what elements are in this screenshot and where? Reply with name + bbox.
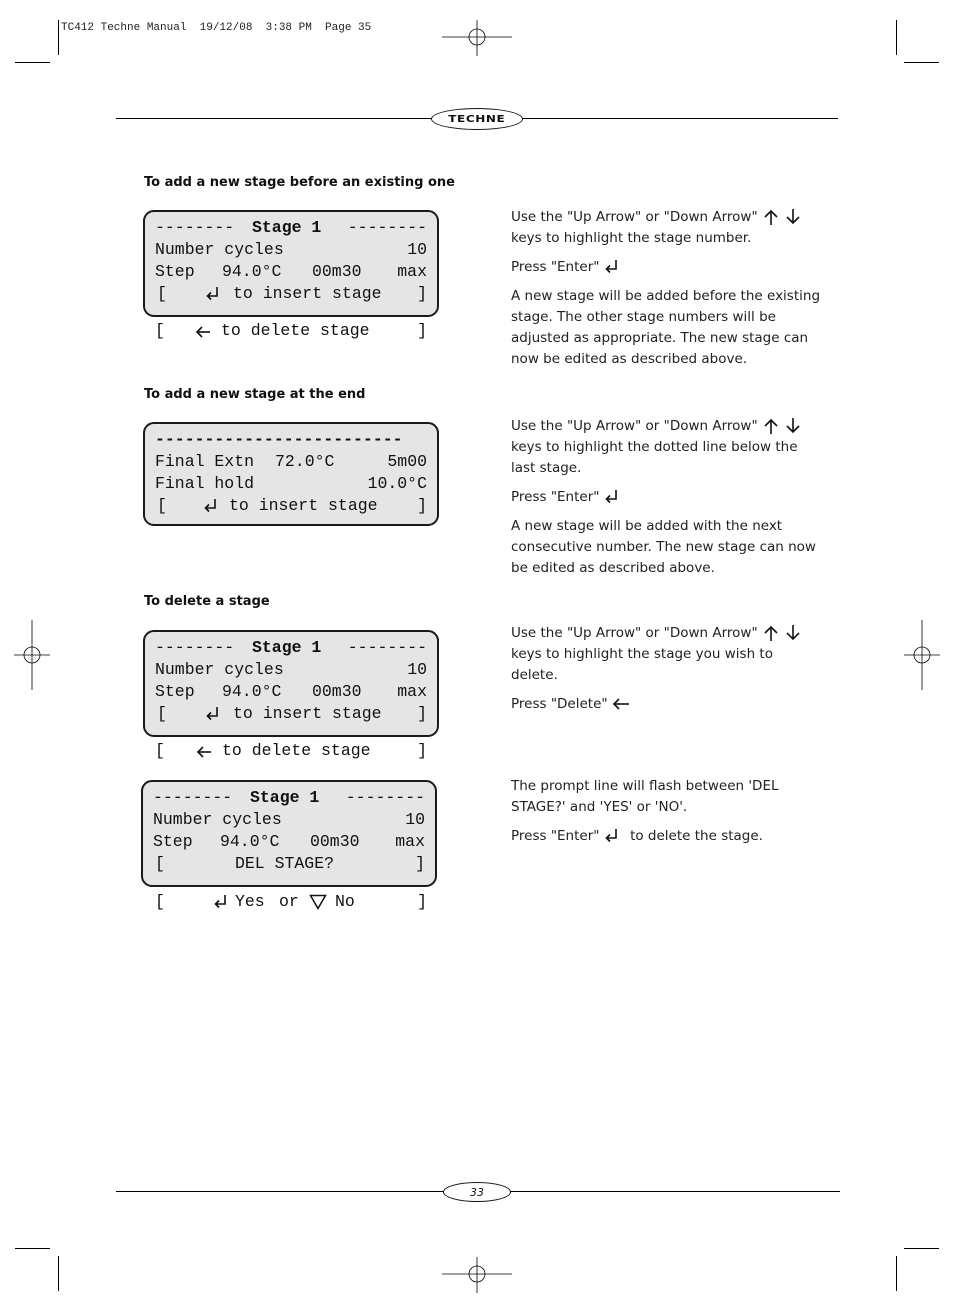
bracket: [ (157, 704, 167, 723)
techne-logo (431, 108, 523, 130)
up-arrow-icon (762, 208, 780, 226)
lcd-display (143, 210, 439, 317)
lcd-prompt-line (153, 853, 425, 875)
enter-icon (205, 706, 221, 729)
lcd-display (143, 422, 439, 526)
dashes: -------- (347, 638, 427, 657)
lcd-cycles-line (153, 809, 425, 831)
step-time: 00m30 (312, 682, 362, 701)
lcd-dotted-line (155, 429, 427, 451)
instruction-paragraph: A new stage will be added before the existing stage. The other stage numbers will be adjusted as appropriate. The new stage can now be edited as described above. (511, 288, 821, 367)
instruction-text: Press "Enter" (511, 259, 600, 275)
enter-icon (604, 489, 620, 505)
dashes: -------- (347, 218, 427, 237)
logo-text: TECHNE (448, 113, 506, 125)
section-heading: To add a new stage at the end (144, 387, 366, 402)
bracket: [ (155, 321, 165, 340)
instruction-text: Use the "Up Arrow" or "Down Arrow" (511, 625, 758, 641)
step-temp: 94.0°C (222, 262, 282, 281)
bracket: [ (155, 854, 165, 873)
left-arrow-icon (612, 697, 630, 711)
left-arrow-icon (195, 324, 211, 346)
up-arrow-icon (762, 624, 780, 642)
lcd-prompt-line (155, 283, 427, 305)
step-time: 00m30 (312, 262, 362, 281)
registration-mark-icon (904, 620, 940, 690)
instruction-paragraph (511, 207, 821, 249)
yes-text: Yes (235, 892, 265, 911)
step-label: Step (155, 682, 195, 701)
instruction-paragraph (511, 623, 821, 686)
step-rate: max (397, 262, 427, 281)
instructions (511, 623, 821, 723)
crop-mark (896, 1256, 897, 1291)
bracket: [ (157, 284, 167, 303)
step-rate: max (395, 832, 425, 851)
lcd-cycles-line (155, 239, 427, 261)
left-arrow-icon (196, 744, 212, 766)
crop-mark (904, 1248, 939, 1249)
prompt-text: to insert stage (229, 496, 378, 515)
instruction-paragraph: A new stage will be added with the next consecutive number. The new stage can now be edited as described above. (511, 518, 816, 576)
lcd-display (141, 780, 437, 887)
crop-mark (896, 20, 897, 55)
bracket: [ (157, 496, 167, 515)
crop-mark (58, 1256, 59, 1291)
delete-prompt-text: to delete stage (221, 321, 370, 340)
step-label: Step (153, 832, 193, 851)
cycles-label: Number cycles (155, 240, 284, 259)
enter-icon (205, 286, 221, 309)
lcd-final-hold-line (155, 473, 427, 495)
bracket: ] (417, 284, 427, 303)
dashes: -------- (153, 788, 233, 807)
enter-icon (203, 498, 219, 521)
lcd-title-line (153, 787, 425, 809)
final-hold-label: Final hold (155, 474, 255, 493)
delete-prompt-text: to delete stage (222, 741, 371, 760)
instruction-text: Press "Enter" (511, 489, 600, 505)
bracket: ] (417, 892, 427, 911)
instruction-paragraph (511, 257, 821, 278)
print-header: TC412 Techne Manual 19/12/08 3:38 PM Page 35 (61, 22, 372, 34)
step-temp: 94.0°C (220, 832, 280, 851)
stage-title: Stage 1 (252, 638, 322, 657)
dotted-line: ------------------------- (155, 430, 403, 449)
instruction-text: Use the "Up Arrow" or "Down Arrow" (511, 418, 758, 434)
step-time: 00m30 (310, 832, 360, 851)
instructions (511, 416, 821, 587)
cycles-value: 10 (407, 240, 427, 259)
or-text: or (279, 892, 299, 911)
lcd-prompt-line (155, 495, 427, 517)
instruction-paragraph (511, 694, 821, 715)
stage-title: Stage 1 (252, 218, 322, 237)
dashes: -------- (155, 218, 235, 237)
lcd-final-extn-line (155, 451, 427, 473)
bracket: ] (417, 704, 427, 723)
prompt-text: to insert stage (233, 704, 382, 723)
crop-mark (58, 20, 59, 55)
yes-no-prompt-line (155, 891, 427, 913)
instruction-paragraph (511, 416, 821, 479)
cycles-label: Number cycles (153, 810, 282, 829)
registration-mark-icon (442, 20, 512, 56)
instruction-paragraph: The prompt line will flash between 'DEL STAGE?' and 'YES' or 'NO'. (511, 778, 779, 815)
instruction-text: Use the "Up Arrow" or "Down Arrow" (511, 209, 758, 225)
prompt-text: to insert stage (233, 284, 382, 303)
up-arrow-icon (762, 417, 780, 435)
section-heading: To delete a stage (144, 594, 270, 609)
lcd-cycles-line (155, 659, 427, 681)
final-extn-temp: 72.0°C (275, 452, 335, 471)
instruction-text: Press "Enter" (511, 828, 600, 844)
lcd-step-line (155, 681, 427, 703)
dashes: -------- (345, 788, 425, 807)
registration-mark-icon (14, 620, 50, 690)
lcd-step-line (155, 261, 427, 283)
bracket: ] (417, 741, 427, 760)
final-hold-value: 10.0°C (367, 474, 427, 493)
lcd-display (143, 630, 439, 737)
crop-mark (15, 62, 50, 63)
step-label: Step (155, 262, 195, 281)
enter-icon (604, 259, 620, 275)
instruction-text: to delete the stage. (630, 828, 763, 844)
cycles-label: Number cycles (155, 660, 284, 679)
instruction-text: keys to highlight the stage number. (511, 230, 752, 246)
lcd-title-line (155, 637, 427, 659)
alternate-prompt-line (155, 320, 427, 342)
lcd-step-line (153, 831, 425, 853)
lcd-prompt-line (155, 703, 427, 725)
crop-mark (904, 62, 939, 63)
page-number: 33 (443, 1182, 511, 1202)
registration-mark-icon (442, 1257, 512, 1293)
bracket: ] (417, 321, 427, 340)
down-arrow-icon (784, 624, 802, 642)
down-triangle-icon (309, 894, 327, 917)
instruction-text: keys to highlight the dotted line below the last stage. (511, 439, 798, 476)
cycles-value: 10 (405, 810, 425, 829)
instruction-text: keys to highlight the stage you wish to delete. (511, 646, 773, 683)
step-temp: 94.0°C (222, 682, 282, 701)
instruction-paragraph (511, 487, 821, 508)
bracket: ] (417, 496, 427, 515)
final-extn-label: Final Extn (155, 452, 255, 471)
dashes: -------- (155, 638, 235, 657)
no-text: No (335, 892, 355, 911)
enter-icon (604, 828, 620, 844)
instruction-paragraph (511, 826, 821, 847)
final-extn-time: 5m00 (387, 452, 427, 471)
down-arrow-icon (784, 208, 802, 226)
enter-icon (213, 894, 229, 917)
instruction-text: Press "Delete" (511, 696, 608, 712)
section-heading: To add a new stage before an existing one (144, 175, 455, 190)
cycles-value: 10 (407, 660, 427, 679)
bracket: ] (415, 854, 425, 873)
step-rate: max (397, 682, 427, 701)
instructions (511, 207, 821, 378)
down-arrow-icon (784, 417, 802, 435)
bracket: [ (155, 741, 165, 760)
stage-title: Stage 1 (250, 788, 320, 807)
prompt-text: DEL STAGE? (235, 854, 335, 873)
alternate-prompt-line (155, 740, 427, 762)
crop-mark (15, 1248, 50, 1249)
bracket: [ (155, 892, 165, 911)
instructions (511, 776, 821, 855)
lcd-title-line (155, 217, 427, 239)
